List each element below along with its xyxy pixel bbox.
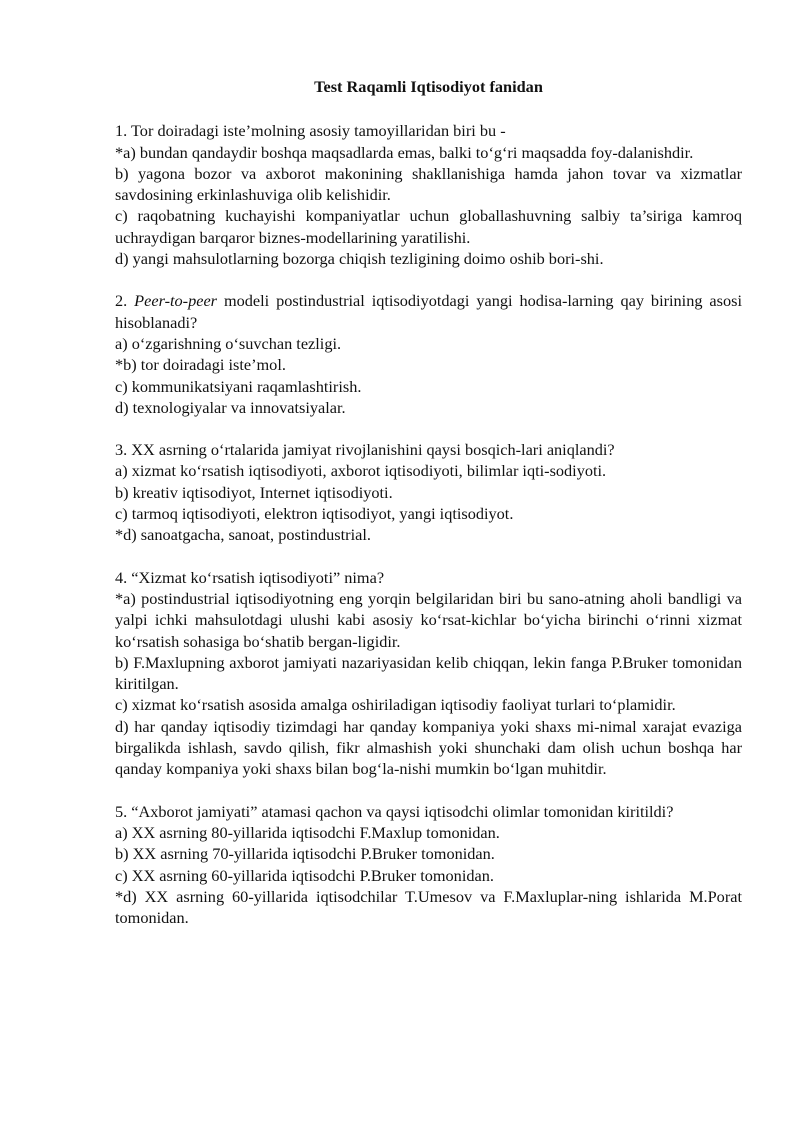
question-emphasis: Peer-to-peer	[134, 291, 218, 311]
question-text	[115, 120, 742, 141]
question-body: “Axborot jamiyati” atamasi qachon va qaysi iqtisodchi olimlar tomonidan kiritildi?	[131, 801, 674, 821]
answer-option: *b) tor doiradagi iste’mol.	[115, 355, 286, 375]
question-body: Tor doiradagi iste’molning asosiy tamoyillaridan biri bu -	[131, 121, 506, 141]
answer-option: *a) bundan qandaydir boshqa maqsadlarda emas, balki to‘g‘ri maqsadda foy-dalanishdir.	[115, 142, 694, 162]
document-title: Test Raqamli Iqtisodiyot fanidan	[314, 77, 543, 96]
question-2	[115, 290, 742, 418]
question-body: XX asrning o‘rtalarida jamiyat rivojlanishini qaysi bosqich-lari aniqlandi?	[131, 440, 615, 460]
question-1	[115, 120, 742, 269]
question-number: 3.	[115, 440, 128, 460]
answer-option: a) xizmat ko‘rsatish iqtisodiyoti, axborot iqtisodiyoti, bilimlar iqti-sodiyoti.	[115, 461, 607, 481]
answer-option: c) tarmoq iqtisodiyoti, elektron iqtisodiyot, yangi iqtisodiyot.	[115, 504, 514, 524]
question-text	[115, 567, 742, 588]
answer-option: *d) sanoatgacha, sanoat, postindustrial.	[115, 525, 371, 545]
question-4	[115, 567, 742, 780]
answer-option: *d) XX asrning 60-yillarida iqtisodchilar T.Umesov va F.Maxluplar-ning ishlarida M.Porat tomonidan.	[115, 886, 742, 928]
answer-option: b) kreativ iqtisodiyot, Internet iqtisodiyoti.	[115, 482, 393, 502]
answer-option: a) o‘zgarishning o‘suvchan tezligi.	[115, 333, 342, 353]
answer-option: c) xizmat ko‘rsatish asosida amalga oshiriladigan iqtisodiy faoliyat turlari to‘plamidir.	[115, 695, 676, 715]
answer-option: d) texnologiyalar va innovatsiyalar.	[115, 397, 346, 417]
question-text	[115, 439, 742, 460]
question-text	[115, 290, 742, 333]
question-body: “Xizmat ko‘rsatish iqtisodiyoti” nima?	[131, 567, 385, 587]
answer-option: a) XX asrning 80-yillarida iqtisodchi F.Maxlup tomonidan.	[115, 822, 500, 842]
answer-option: c) kommunikatsiyani raqamlashtirish.	[115, 376, 362, 396]
question-number: 1.	[115, 121, 128, 141]
question-number: 2.	[115, 291, 128, 311]
answer-option: d) yangi mahsulotlarning bozorga chiqish tezligining doimo oshib bori-shi.	[115, 249, 604, 269]
question-number: 5.	[115, 801, 128, 821]
question-3	[115, 439, 742, 545]
answer-option: b) XX asrning 70-yillarida iqtisodchi P.Bruker tomonidan.	[115, 844, 495, 864]
answer-option: c) XX asrning 60-yillarida iqtisodchi P.Bruker tomonidan.	[115, 865, 494, 885]
answer-option: d) har qanday iqtisodiy tizimdagi har qanday kompaniya yoki shaxs mi-nimal xarajat evaziga birgalikda ishlash, savdo qilish, fikr almashish yoki shunchaki dam olish uchun boshqa har qanday kompaniya yoki shaxs bilan bog‘la-nishi mumkin bo‘lgan muhitdir.	[115, 716, 742, 779]
question-text	[115, 801, 742, 822]
question-5	[115, 801, 742, 929]
document-page	[115, 76, 742, 949]
answer-option: b) yagona bozor va axborot makonining shakllanishiga hamda jahon tovar va xizmatlar savdosining erkinlashuviga olib kelishidir.	[115, 163, 742, 205]
answer-option: c) raqobatning kuchayishi kompaniyatlar uchun globallashuvning salbiy ta’siriga kamroq uchraydigan barqaror biznes-modellarining yaratilishi.	[115, 206, 742, 247]
answer-option: b) F.Maxlupning axborot jamiyati nazariyasidan kelib chiqqan, lekin fanga P.Bruker tomonidan kiritilgan.	[115, 652, 742, 694]
question-body: modeli postindustrial iqtisodiyotdagi yangi hodisa-larning qay birining asosi hisoblanadi?	[115, 291, 742, 332]
question-number: 4.	[115, 567, 128, 587]
answer-option: *a) postindustrial iqtisodiyotning eng yorqin belgilaridan biri bu sano-atning aholi bandligi va yalpi ichki mahsulotdagi ulushi kabi asosiy ko‘rsat-kichlar bo‘yicha birinchi o‘rinni xizmat ko‘rsatish sohasiga bo‘shatib bergan-ligidir.	[115, 588, 742, 651]
